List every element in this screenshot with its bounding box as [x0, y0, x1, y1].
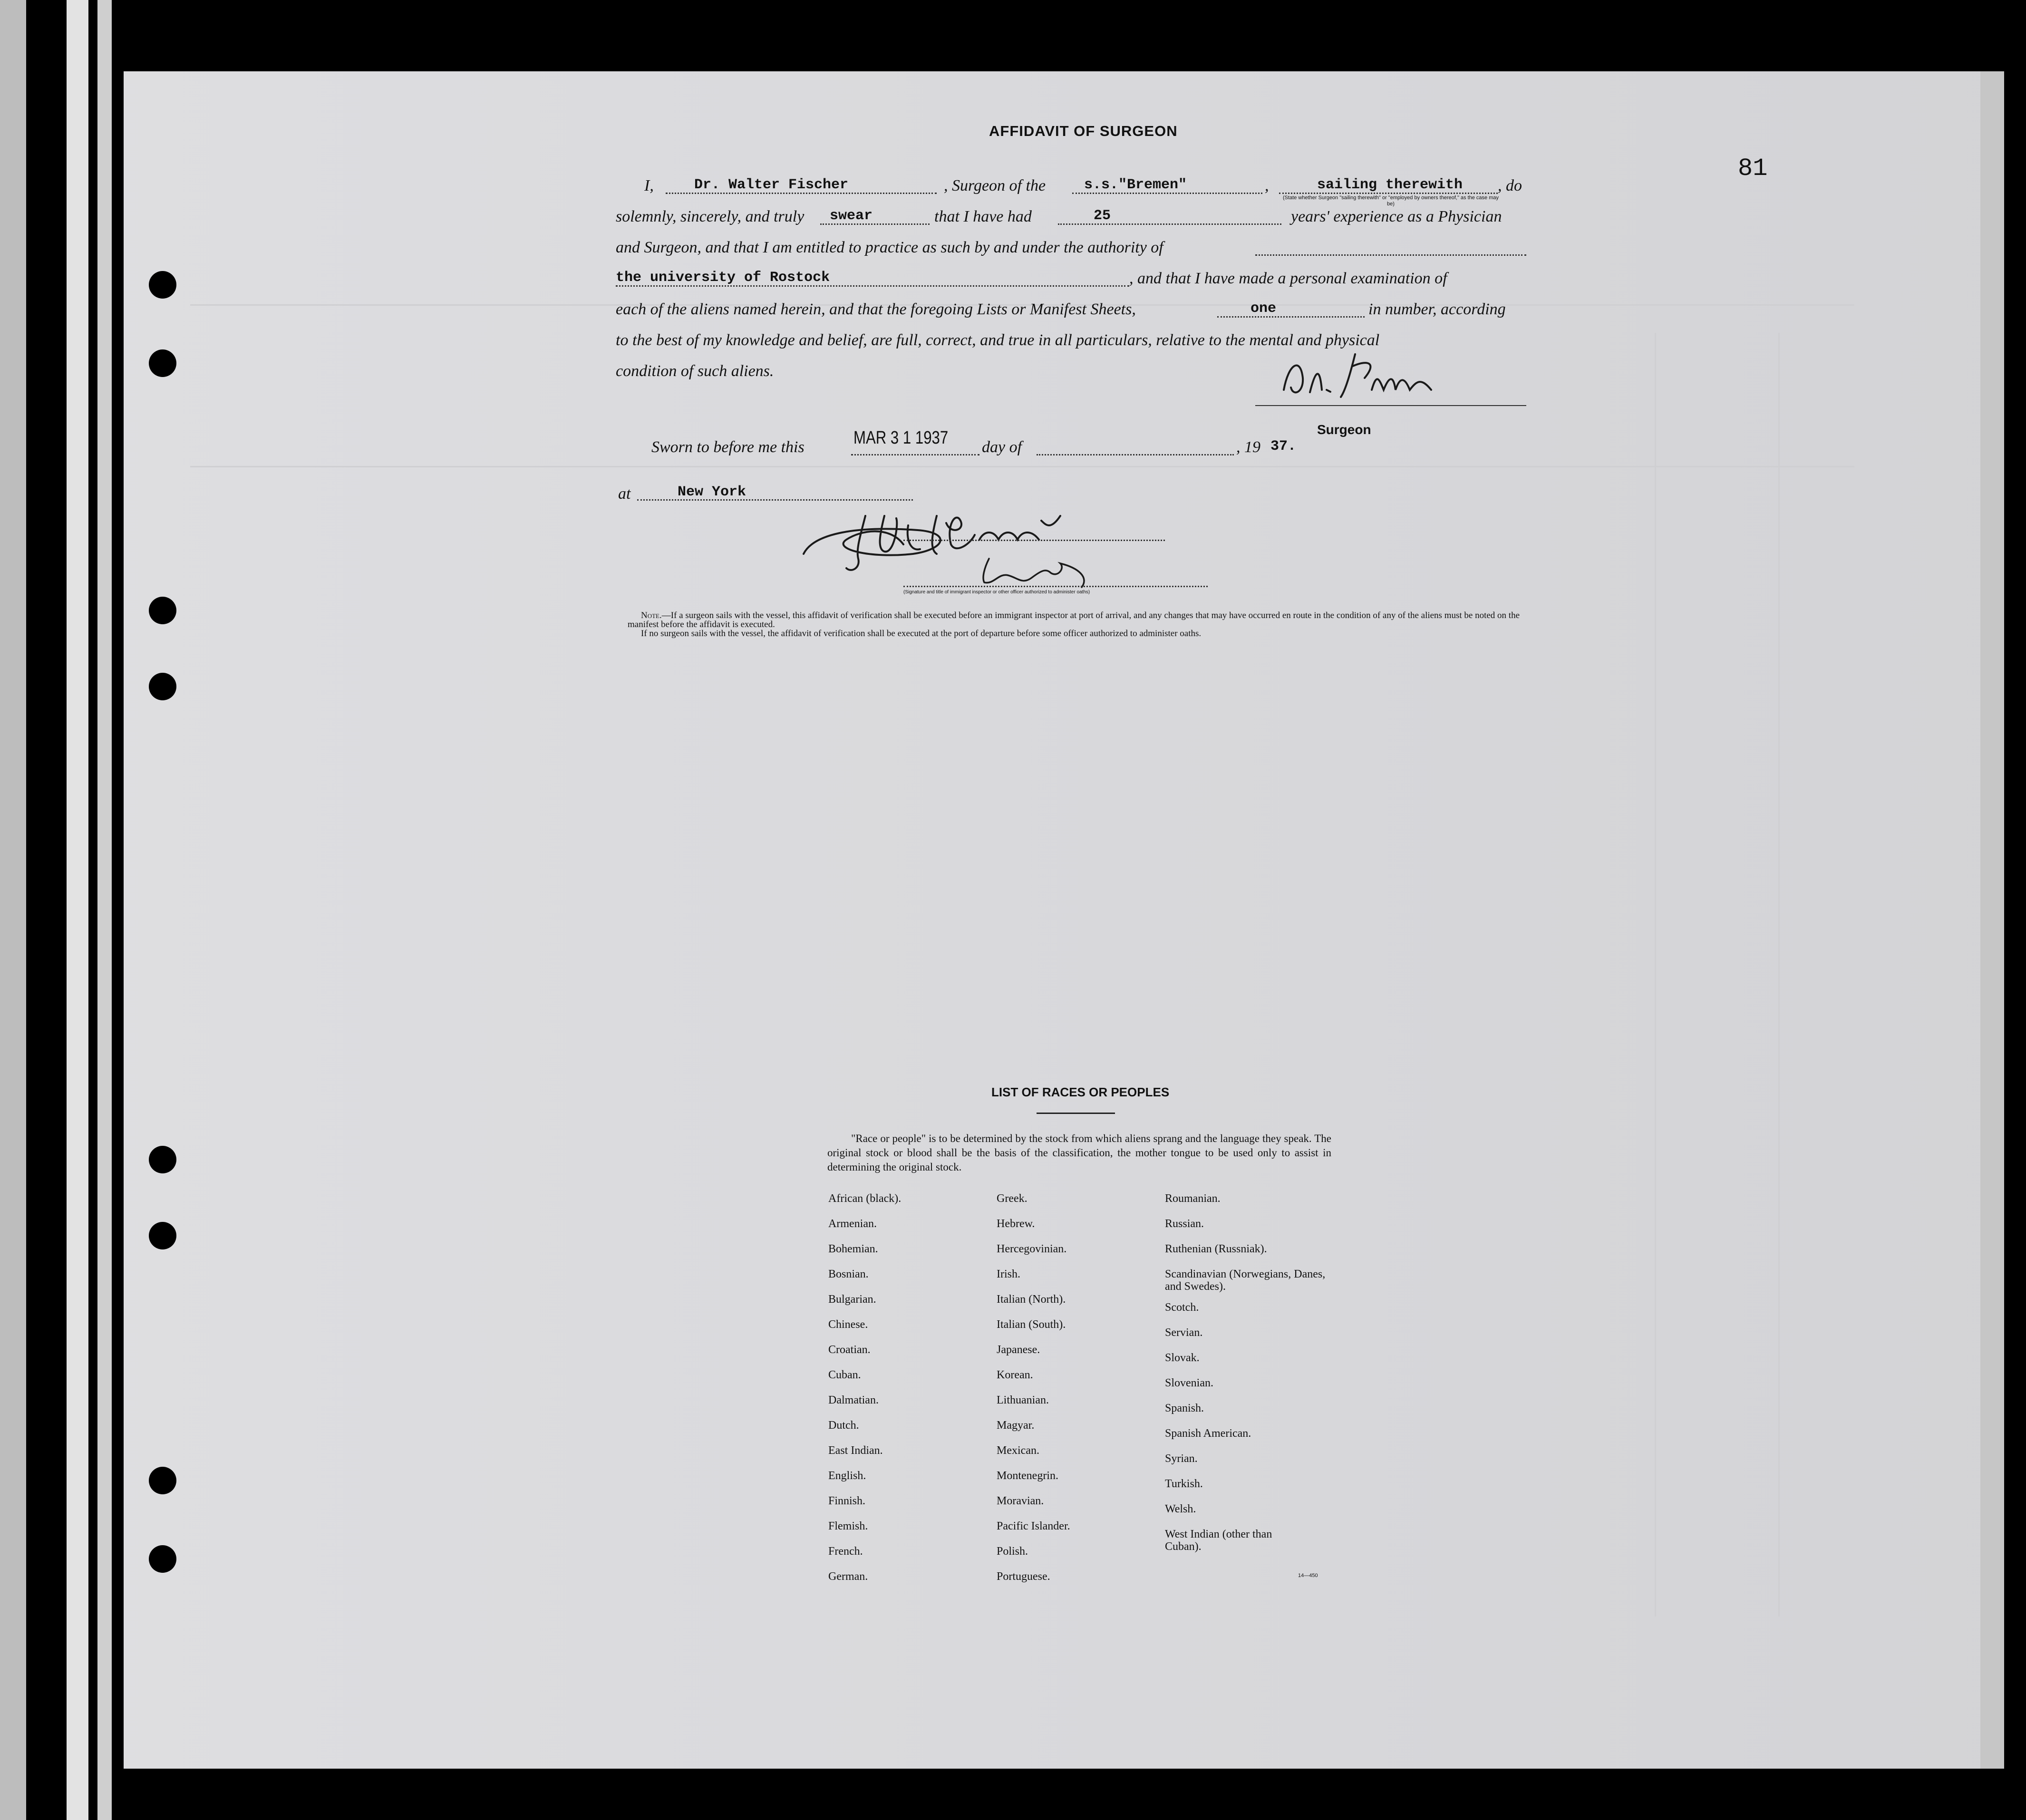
sheet-count-field: one	[1250, 300, 1277, 317]
races-divider	[1037, 1113, 1115, 1114]
race-item: Servian.	[1165, 1326, 1203, 1339]
race-item: Lithuanian.	[997, 1394, 1049, 1406]
vessel-field: s.s."Bremen"	[1084, 177, 1187, 193]
races-column-3	[1165, 1192, 1327, 1561]
race-item: Turkish.	[1165, 1478, 1203, 1490]
affidavit-line5-prefix: each of the aliens named herein, and that the foregoing Lists or Manifest Sheets,	[616, 300, 1136, 318]
affidavit-note	[628, 611, 1529, 638]
race-item: Portuguese.	[997, 1570, 1050, 1583]
race-item: Finnish.	[828, 1495, 866, 1507]
punch-hole	[149, 597, 176, 624]
race-item: Bulgarian.	[828, 1293, 876, 1306]
race-item: Chinese.	[828, 1318, 868, 1331]
note-label: Note.	[641, 610, 662, 620]
race-item: Italian (South).	[997, 1318, 1066, 1331]
punch-hole	[149, 1222, 176, 1249]
punch-hole	[149, 1545, 176, 1573]
affidavit-line1-prefix: I,	[644, 177, 654, 194]
race-item: Croatian.	[828, 1344, 871, 1356]
note-text-2: If no surgeon sails with the vessel, the affidavit of verification shall be executed at the port of departure before some officer authorized to administer oaths.	[641, 629, 1202, 639]
race-item: Slovenian.	[1165, 1377, 1213, 1389]
affidavit-line5-suffix: in number, according	[1368, 300, 1506, 318]
race-item: Syrian.	[1165, 1452, 1198, 1465]
race-item: Polish.	[997, 1545, 1028, 1558]
race-item: Bosnian.	[828, 1268, 869, 1280]
signature-caption: (Signature and title of immigrant inspector or other officer authorized to administer oaths)	[903, 590, 1090, 595]
race-item: Montenegrin.	[997, 1470, 1058, 1482]
race-item: Welsh.	[1165, 1503, 1196, 1515]
note-text: —If a surgeon sails with the vessel, this affidavit of verification shall be executed before an immigrant inspector at port of arrival, and any changes that may have occurred en route in the condition of any of the aliens must be noted on the manifest before the affidavit is executed.	[628, 610, 1520, 629]
surgeon-label: Surgeon	[1317, 422, 1371, 437]
race-item: Spanish.	[1165, 1402, 1204, 1414]
race-item: French.	[828, 1545, 863, 1558]
race-item: Hercegovinian.	[997, 1243, 1067, 1255]
race-item: Dalmatian.	[828, 1394, 879, 1406]
races-title: LIST OF RACES OR PEOPLES	[991, 1085, 1170, 1099]
comma: ,	[1265, 177, 1269, 194]
experience-years-field: 25	[1094, 208, 1111, 224]
race-item: Greek.	[997, 1192, 1028, 1205]
authority-field: the university of Rostock	[616, 270, 830, 286]
punch-hole	[149, 349, 176, 377]
punch-hole	[149, 1146, 176, 1173]
race-item: German.	[828, 1570, 868, 1583]
race-item: Russian.	[1165, 1218, 1204, 1230]
affidavit-line2-mid: that I have had	[934, 208, 1032, 225]
fill-line	[851, 454, 979, 455]
affidavit-line6: to the best of my knowledge and belief, are full, correct, and true in all particulars, relative to the mental and physical	[616, 331, 1380, 349]
affidavit-line1-mid: , Surgeon of the	[944, 177, 1046, 194]
fill-line	[903, 540, 1165, 541]
affidavit-line4-suffix: , and that I have made a personal examination of	[1129, 270, 1447, 287]
race-item: Magyar.	[997, 1419, 1035, 1432]
race-item: Japanese.	[997, 1344, 1040, 1356]
affidavit-line2-suffix: years' experience as a Physician	[1291, 208, 1502, 225]
punch-hole	[149, 673, 176, 700]
scan-edge-left	[0, 0, 26, 1820]
scan-edge-strip	[97, 0, 112, 1820]
race-item: English.	[828, 1470, 866, 1482]
date-stamp: MAR 3 1 1937	[853, 428, 949, 448]
inspector-signature	[794, 497, 1103, 590]
race-item: West Indian (other than Cuban).	[1165, 1528, 1272, 1553]
race-item: East Indian.	[828, 1444, 883, 1457]
race-item: Bohemian.	[828, 1243, 878, 1255]
punch-hole	[149, 1467, 176, 1494]
affidavit-title: AFFIDAVIT OF SURGEON	[989, 123, 1178, 139]
race-item: Hebrew.	[997, 1218, 1035, 1230]
race-item: Flemish.	[828, 1520, 868, 1532]
surgeon-signature	[1274, 345, 1474, 407]
fill-line	[1217, 316, 1365, 318]
sworn-mid: day of	[982, 438, 1022, 456]
page-number: 81	[1738, 155, 1768, 183]
race-item: Spanish American.	[1165, 1427, 1251, 1440]
signature-line	[1255, 405, 1526, 406]
affidavit-line1-suffix: , do	[1498, 177, 1522, 194]
fill-line	[1255, 254, 1526, 256]
inspector-signature-line	[903, 586, 1208, 587]
race-item: Moravian.	[997, 1495, 1044, 1507]
bleed-through-line	[1778, 333, 1780, 1617]
scan-edge-strip	[67, 0, 88, 1820]
race-item: Scotch.	[1165, 1301, 1199, 1314]
scan-edge-right	[1980, 71, 2004, 1769]
place-field: New York	[678, 484, 746, 500]
bleed-through-line	[1655, 333, 1656, 1617]
fill-line	[1037, 454, 1234, 455]
surgeon-status-field: sailing therewith	[1317, 177, 1463, 193]
affidavit-line7: condition of such aliens.	[616, 362, 774, 380]
race-item: Ruthenian (Russniak).	[1165, 1243, 1267, 1255]
races-column-1	[828, 1192, 901, 1596]
races-intro: "Race or people" is to be determined by the stock from which aliens sprang and the language they speak. The original stock or blood shall be the basis of the classification, the mother tongue to be used only to assist in determining the original stock.	[827, 1133, 1331, 1173]
race-item: Pacific Islander.	[997, 1520, 1070, 1532]
race-item: Irish.	[997, 1268, 1020, 1280]
affidavit-line3: and Surgeon, and that I am entitled to practice as such by and under the authority of	[616, 239, 1163, 256]
fill-line	[1058, 223, 1281, 225]
sworn-year-prefix: , 19	[1236, 438, 1260, 456]
race-item: Mexican.	[997, 1444, 1039, 1457]
race-item: Armenian.	[828, 1218, 877, 1230]
races-column-2	[997, 1192, 1070, 1596]
form-code: 14—450	[1298, 1573, 1318, 1578]
bleed-through-line	[190, 466, 1854, 467]
race-item: Italian (North).	[997, 1293, 1066, 1306]
sworn-prefix: Sworn to before me this	[651, 438, 805, 456]
punch-hole	[149, 271, 176, 299]
race-item: Roumanian.	[1165, 1192, 1221, 1205]
affidavit-line2-prefix: solemnly, sincerely, and truly	[616, 208, 805, 225]
surgeon-name-field: Dr. Walter Fischer	[694, 177, 849, 193]
race-item: Dutch.	[828, 1419, 859, 1432]
race-item: Korean.	[997, 1369, 1033, 1381]
race-item: Cuban.	[828, 1369, 861, 1381]
sworn-year-field: 37.	[1270, 438, 1297, 455]
race-item: Slovak.	[1165, 1352, 1200, 1364]
race-item: Scandinavian (Norwegians, Danes, and Swedes).	[1165, 1268, 1326, 1293]
status-note: (State whether Surgeon "sailing therewith" or "employed by owners thereof," as the case may be)	[1282, 195, 1499, 207]
race-item: African (black).	[828, 1192, 902, 1205]
oath-field: swear	[830, 208, 873, 224]
place-prefix: at	[618, 485, 631, 503]
